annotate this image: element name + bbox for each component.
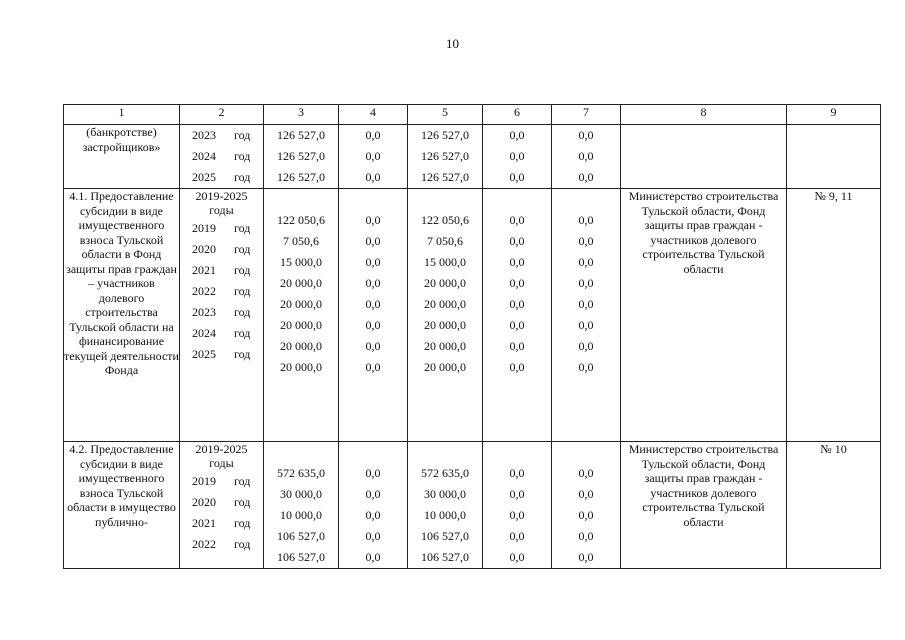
col-header: 3 <box>264 105 339 125</box>
col-header: 1 <box>64 105 180 125</box>
year-line: 2022 год <box>192 284 251 298</box>
col-header: 6 <box>483 105 552 125</box>
page-number: 10 <box>446 36 459 51</box>
table-row <box>64 189 881 442</box>
measure-name: (банкротстве) застройщиков» <box>64 125 180 189</box>
value-cell: 0,0 0,0 0,0 0,0 0,0 0,0 0,0 0,0 <box>483 189 552 442</box>
value-cell: 0,0 0,0 0,0 0,0 0,0 0,0 0,0 0,0 <box>552 189 621 442</box>
executor-cell: Министерство строительства Тульской области, Фонд защиты прав граждан - участников долевого строительства Тульской области <box>621 442 787 569</box>
executor-cell: Министерство строительства Тульской области, Фонд защиты прав граждан - участников долевого строительства Тульской области <box>621 189 787 442</box>
year-line: 2023 год <box>192 305 251 319</box>
value-cell: 126 527,0 126 527,0 126 527,0 <box>408 125 483 189</box>
year-line: 2022 год <box>192 537 251 551</box>
measure-name: 4.1. Предоставление субсидии в виде имущественного взноса Тульской области в Фонд защиты прав граждан – участников долевого строительства Тульской области на финансирование текущей деятельности Фонда <box>64 189 180 442</box>
value-cell: 122 050,6 7 050,6 15 000,0 20 000,0 20 000,0 20 000,0 20 000,0 20 000,0 <box>264 189 339 442</box>
period-cell <box>180 189 264 442</box>
year-line: 2020 год <box>192 242 251 256</box>
measure-name: 4.2. Предоставление субсидии в виде имущественного взноса Тульской области в имущество публично- <box>64 442 180 569</box>
period-range-label: годы <box>209 203 234 217</box>
year-line: 2024 год <box>192 149 251 163</box>
executor-cell <box>621 125 787 189</box>
year-line: 2021 год <box>192 263 251 277</box>
col-header: 2 <box>180 105 264 125</box>
value-cell: 0,0 0,0 0,0 <box>339 125 408 189</box>
header-row <box>64 105 881 125</box>
year-line: 2020 год <box>192 495 251 509</box>
col-header: 7 <box>552 105 621 125</box>
col-header: 9 <box>787 105 881 125</box>
year-line: 2019 год <box>192 474 251 488</box>
col-header: 4 <box>339 105 408 125</box>
indicator-cell: № 10 <box>787 442 881 569</box>
value-cell: 0,0 0,0 0,0 0,0 0,0 <box>552 442 621 569</box>
value-cell: 126 527,0 126 527,0 126 527,0 <box>264 125 339 189</box>
value-cell: 0,0 0,0 0,0 0,0 0,0 <box>339 442 408 569</box>
col-header: 5 <box>408 105 483 125</box>
value-cell: 572 635,0 30 000,0 10 000,0 106 527,0 106 527,0 <box>408 442 483 569</box>
table-row <box>64 442 881 569</box>
period-range: 2019-2025 <box>195 189 248 203</box>
value-cell: 0,0 0,0 0,0 0,0 0,0 0,0 0,0 0,0 <box>339 189 408 442</box>
year-line: 2023 год <box>192 128 251 142</box>
value-cell: 0,0 0,0 0,0 0,0 0,0 <box>483 442 552 569</box>
year-line: 2019 год <box>192 221 251 235</box>
year-line: 2021 год <box>192 516 251 530</box>
period-range: 2019-2025 <box>195 442 248 456</box>
period-range-label: годы <box>209 456 234 470</box>
table-row <box>64 125 881 189</box>
period-cell <box>180 442 264 569</box>
value-cell: 572 635,0 30 000,0 10 000,0 106 527,0 106 527,0 <box>264 442 339 569</box>
indicator-cell: № 9, 11 <box>787 189 881 442</box>
year-line: 2024 год <box>192 326 251 340</box>
year-line: 2025 год <box>192 170 251 184</box>
financing-table <box>63 104 881 569</box>
value-cell: 0,0 0,0 0,0 <box>552 125 621 189</box>
indicator-cell <box>787 125 881 189</box>
col-header: 8 <box>621 105 787 125</box>
period-cell <box>180 125 264 189</box>
year-line: 2025 год <box>192 347 251 361</box>
value-cell: 122 050,6 7 050,6 15 000,0 20 000,0 20 000,0 20 000,0 20 000,0 20 000,0 <box>408 189 483 442</box>
value-cell: 0,0 0,0 0,0 <box>483 125 552 189</box>
